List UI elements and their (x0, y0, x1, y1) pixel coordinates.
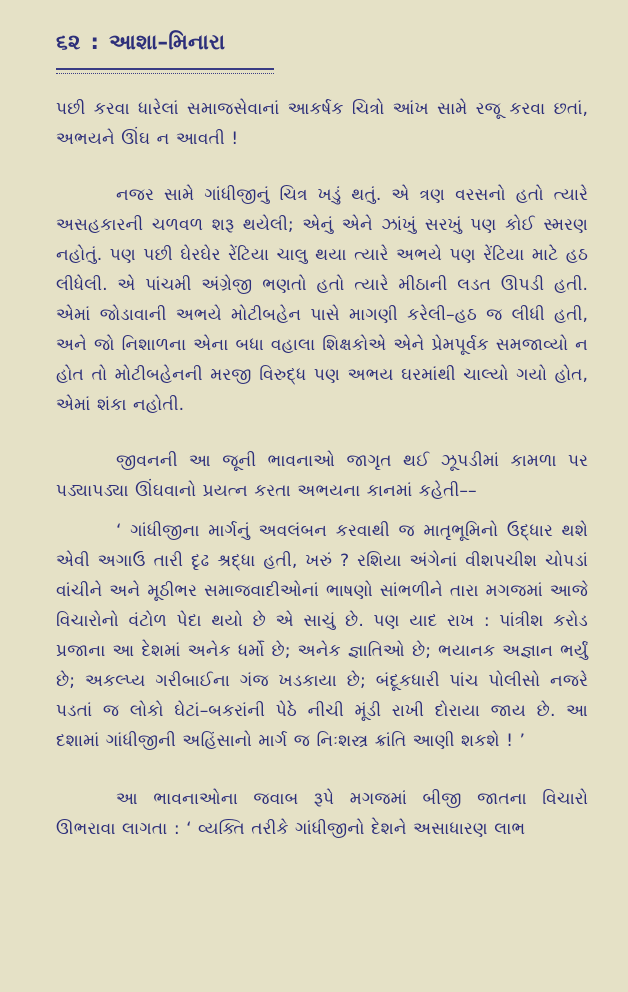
header-rule (56, 68, 274, 70)
page-number: ૬૨ (56, 30, 81, 54)
book-title: આશા–મિનારા (109, 30, 226, 54)
paragraph-1: પછી કરવા ધારેલાં સમાજસેવાનાં આકર્ષક ચિત્રો આંખ સામે રજૂ કરવા છતાં, અભયને ઊંઘ ન આવતી ! (56, 99, 588, 149)
paragraph-4: ‘ ગાંધીજીના માર્ગનું અવલંબન કરવાથી જ માતૃભૂમિનો ઉદ્ધાર થશે એવી અગાઉ તારી દૃઢ શ્રદ્ધા હતી, ખરું ? રશિયા અંગેનાં વીશપચીશ ચોપડાં વાંચીને અને મૂઠીભર સમાજવાદીઓનાં ભાષણો સાંભળીને તારા મગજમાં આજે વિચારોનો વંટોળ પેદા થયો છે એ સાચું છે. પણ યાદ રાખ : પાંત્રીશ કરોડ પ્રજાના આ દેશમાં અનેક ધર્મો છે; અનેક જ્ઞાતિઓ છે; ભયાનક અજ્ઞાન ભર્યું છે; અકલ્પ્ય ગરીબાઈના ગંજ ખડકાયા છે; બંદૂકધારી પાંચ પોલીસો નજરે પડતાં જ લોકો ઘેટાં–બકરાંની પેઠે નીચી મૂંડી રાખી દોરાયા જાય છે. આ દશામાં ગાંધીજીની અહિંસાનો માર્ગ જ નિઃશસ્ત્ર ક્રાંતિ આણી શકશે ! ’ (56, 521, 588, 751)
header-separator: : (90, 30, 100, 54)
running-header (56, 30, 588, 68)
paragraph-5: આ ભાવનાઓના જવાબ રૂપે મગજમાં બીજી જાતના વિચારો ઊભરાવા લાગતા : ‘ વ્યક્તિ તરીકે ગાંધીજીનો દેશને અસાધારણ લાભ (56, 789, 588, 839)
paragraph-3: જીવનની આ જૂની ભાવનાઓ જાગૃત થઈ ઝૂપડીમાં કામળા પર પડ્યાપડ્યા ઊંઘવાનો પ્રયત્ન કરતા અભયના કાનમાં કહેતી–– (56, 451, 588, 501)
paragraph-2: નજર સામે ગાંધીજીનું ચિત્ર ખડું થતું. એ ત્રણ વરસનો હતો ત્યારે અસહકારની ચળવળ શરૂ થયેલી; એનું એને ઝાંખું સરખું પણ કોઈ સ્મરણ નહોતું. પણ પછી ઘેરઘેર રેંટિયા ચાલુ થયા ત્યારે અભયે પણ રેંટિયા માટે હઠ લીધેલી. એ પાંચમી અંગ્રેજી ભણતો હતો ત્યારે મીઠાની લડત ઊપડી હતી. એમાં જોડાવાની અભયે મોટીબહેન પાસે માગણી કરેલી–હઠ જ લીધી હતી, અને જો નિશાળના એના બધા વહાલા શિક્ષકોએ એને પ્રેમપૂર્વક સમજાવ્યો ન હોત તો મોટીબહેનની મરજી વિરુદ્ધ પણ અભય ઘરમાંથી ચાલ્યો ગયો હોત, એમાં શંકા નહોતી. (56, 185, 588, 415)
